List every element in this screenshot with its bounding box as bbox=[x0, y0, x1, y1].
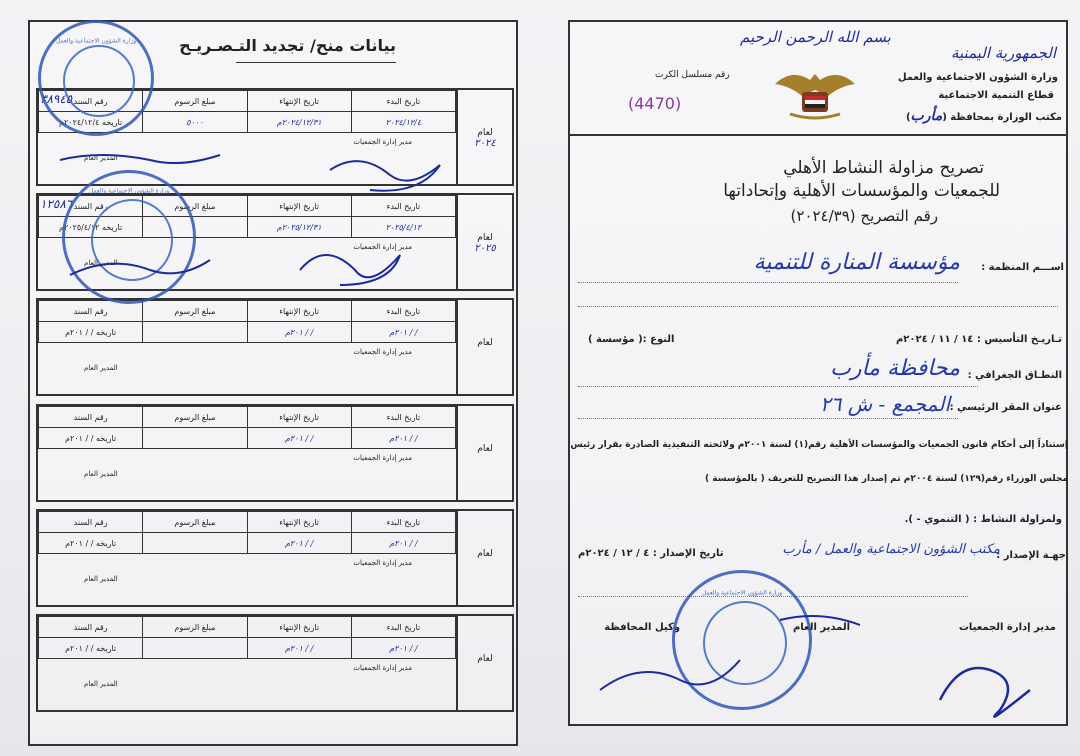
general-manager-label: المدير العام bbox=[84, 259, 118, 267]
end-header: تاريخ الإنتهاء bbox=[247, 196, 351, 217]
legal-basis-2: مجلس الوزراء رقم(١٢٩) لسنة ٢٠٠٤م تم إصدار هذا التصريح للتعريف ( بالمؤسسة ) bbox=[704, 474, 1068, 484]
bond-header: رقم السند bbox=[39, 301, 143, 322]
permit-title: تصريح مزاولة النشاط الأهلي bbox=[783, 158, 984, 178]
fees-value bbox=[143, 638, 247, 659]
year-label: لعام bbox=[477, 549, 493, 559]
sign-general-manager: المدير العام bbox=[792, 622, 850, 633]
year-cell bbox=[456, 616, 512, 710]
bond-date: تاريخه / / ٢٠١م bbox=[39, 428, 143, 449]
renewal-block bbox=[36, 298, 514, 396]
end-date: / / ٢٠١م bbox=[247, 638, 351, 659]
bond-date: تاريخه ٢٠٢٤/١٢/٤م bbox=[39, 112, 143, 133]
org-name-line-2 bbox=[578, 306, 1058, 307]
org-type: النوع :( مؤسسة ) bbox=[588, 334, 675, 345]
header-divider bbox=[570, 134, 1066, 136]
card-serial-label: رقم مسلسل الكرت bbox=[655, 70, 730, 80]
fees-header: مبلغ الرسوم bbox=[143, 407, 247, 428]
issue-date: تاريخ الإصدار : ٤ / ١٢ / ٢٠٢٤م bbox=[578, 548, 724, 559]
renewal-table bbox=[38, 616, 456, 659]
end-header: تاريخ الإنتهاء bbox=[247, 91, 351, 112]
start-date: / / ٢٠١م bbox=[351, 322, 455, 343]
fees-value bbox=[143, 533, 247, 554]
official-stamp-bottom: وزارة الشؤون الاجتماعية والعمل bbox=[672, 570, 812, 710]
scope-value: محافظة مأرب bbox=[830, 356, 960, 381]
year-value: ٢٠٢٤ bbox=[474, 138, 496, 149]
assoc-manager-label: مدير إدارة الجمعيات bbox=[353, 243, 412, 251]
org-name-value: مؤسسة المنارة للتنمية bbox=[753, 250, 960, 275]
end-date: / / ٢٠١م bbox=[247, 428, 351, 449]
assoc-manager-label: مدير إدارة الجمعيات bbox=[353, 138, 412, 146]
bond-header: رقم السند bbox=[39, 617, 143, 638]
year-value: ٢٠٢٥ bbox=[474, 243, 496, 254]
end-date: / / ٢٠١م bbox=[247, 322, 351, 343]
card-serial-number: (4470) bbox=[628, 94, 682, 113]
general-manager-label: المدير العام bbox=[84, 364, 118, 372]
end-header: تاريخ الإنتهاء bbox=[247, 301, 351, 322]
year-label: لعام bbox=[477, 338, 493, 348]
fees-header: مبلغ الرسوم bbox=[143, 617, 247, 638]
year-cell bbox=[456, 300, 512, 394]
bond-header: رقم السند bbox=[39, 91, 143, 112]
general-manager-label: المدير العام bbox=[84, 470, 118, 478]
end-header: تاريخ الإنتهاء bbox=[247, 512, 351, 533]
yemen-emblem-icon bbox=[770, 66, 860, 122]
legal-basis-1: إستناداً إلى أحكام قانون الجمعيات والمؤسسات الأهلية رقم(١) لسنة ٢٠٠١م ولائحته التنفيذية الصادرة بقرار رئيس bbox=[570, 440, 1068, 450]
official-stamp-middle: وزارة الشؤون الاجتماعية والعمل bbox=[62, 170, 196, 304]
sector-name: قطاع التنمية الاجتماعية bbox=[938, 90, 1054, 101]
ministry-name: وزارة الشؤون الاجتماعية والعمل bbox=[897, 72, 1058, 83]
general-manager-label: المدير العام bbox=[84, 680, 118, 688]
bond-number: ٣٨٩٤٥ bbox=[40, 92, 73, 106]
founding-date: تـاريـخ التأسيس : ١٤ / ١١ / ٢٠٢٤م bbox=[895, 334, 1062, 345]
renewal-table bbox=[38, 511, 456, 554]
scope-line bbox=[578, 386, 978, 387]
scope-label: النطـاق الجغرافي : bbox=[967, 370, 1062, 381]
renewal-table bbox=[38, 406, 456, 449]
bond-header: رقم السند bbox=[39, 407, 143, 428]
start-date: / / ٢٠١م bbox=[351, 533, 455, 554]
issuer-value: مكتب الشؤون الاجتماعية والعمل / مأرب bbox=[782, 542, 1000, 557]
official-stamp-top: وزارة الشؤون الاجتماعية والعمل bbox=[38, 20, 154, 136]
org-name-line bbox=[578, 282, 958, 283]
end-date: ٢٠٢٥/١٢/٣١م bbox=[247, 217, 351, 238]
start-date: ٢٠٢٥/٤/١٢ bbox=[351, 217, 455, 238]
fees-header: مبلغ الرسوم bbox=[143, 91, 247, 112]
fees-value bbox=[143, 428, 247, 449]
year-label: لعام bbox=[477, 654, 493, 664]
end-header: تاريخ الإنتهاء bbox=[247, 617, 351, 638]
renewal-block bbox=[36, 614, 514, 712]
bond-number: ١٢٥٨٦ bbox=[40, 197, 73, 211]
end-header: تاريخ الإنتهاء bbox=[247, 407, 351, 428]
assoc-manager-label: مدير إدارة الجمعيات bbox=[353, 454, 412, 462]
year-cell bbox=[456, 406, 512, 500]
year-cell bbox=[456, 511, 512, 605]
fees-header: مبلغ الرسوم bbox=[143, 512, 247, 533]
start-header: تاريخ البدء bbox=[351, 617, 455, 638]
fees-value bbox=[143, 322, 247, 343]
renewal-table bbox=[38, 300, 456, 343]
bond-date: تاريخه / / ٢٠١م bbox=[39, 638, 143, 659]
bond-date: تاريخه ٢٠٢٥/٤/١٢م bbox=[39, 217, 143, 238]
year-label: لعام bbox=[477, 128, 493, 138]
fees-header: مبلغ الرسوم bbox=[143, 196, 247, 217]
renewal-block bbox=[36, 509, 514, 607]
start-header: تاريخ البدء bbox=[351, 196, 455, 217]
org-name-label: اســـم المنظمة : bbox=[981, 262, 1064, 273]
year-cell bbox=[456, 195, 512, 289]
start-date: ٢٠٢٤/١٢/٤ bbox=[351, 112, 455, 133]
fees-value: ٥٠٠٠ bbox=[143, 112, 247, 133]
end-date: ٢٠٢٤/١٢/٣١م bbox=[247, 112, 351, 133]
general-manager-label: المدير العام bbox=[84, 575, 118, 583]
sign-assoc-manager: مدير إدارة الجمعيات bbox=[958, 622, 1056, 633]
sign-deputy-governor: وكيل المحافظة bbox=[604, 622, 680, 633]
address-label: عنوان المقر الرئيسي : bbox=[949, 402, 1062, 413]
issuer-label: جهـة الإصدار : bbox=[996, 550, 1066, 561]
renewal-title: بيانات منح/ تجديد التـصـريـح bbox=[179, 36, 396, 55]
activity-line: ولمزاولة النشاط : ( التنموي - ). bbox=[904, 514, 1062, 525]
address-value: المجمع - ش ٢٦ bbox=[819, 392, 950, 416]
title-underline bbox=[236, 62, 396, 63]
start-header: تاريخ البدء bbox=[351, 407, 455, 428]
general-manager-label: المدير العام bbox=[84, 154, 118, 162]
permit-subtitle: للجمعيات والمؤسسات الأهلية وإتحاداتها bbox=[723, 181, 1000, 201]
bond-date: تاريخه / / ٢٠١م bbox=[39, 322, 143, 343]
start-header: تاريخ البدء bbox=[351, 301, 455, 322]
year-label: لعام bbox=[477, 233, 493, 243]
assoc-manager-label: مدير إدارة الجمعيات bbox=[353, 348, 412, 356]
basmala: بسم الله الرحمن الرحيم bbox=[740, 28, 891, 46]
assoc-manager-label: مدير إدارة الجمعيات bbox=[353, 559, 412, 567]
fees-header: مبلغ الرسوم bbox=[143, 301, 247, 322]
year-cell bbox=[456, 90, 512, 184]
year-label: لعام bbox=[477, 444, 493, 454]
office-line: مكتب الوزارة بمحافظة (مأرب) bbox=[905, 108, 1062, 124]
bond-header: رقم السند bbox=[39, 196, 143, 217]
address-line bbox=[578, 418, 958, 419]
republic-name: الجمهورية اليمنية bbox=[950, 44, 1056, 62]
bond-date: تاريخه / / ٢٠١م bbox=[39, 533, 143, 554]
start-header: تاريخ البدء bbox=[351, 512, 455, 533]
start-date: / / ٢٠١م bbox=[351, 638, 455, 659]
start-header: تاريخ البدء bbox=[351, 91, 455, 112]
permit-number: رقم التصريح (٢٠٢٤/٣٩) bbox=[790, 207, 938, 225]
bond-header: رقم السند bbox=[39, 512, 143, 533]
start-date: / / ٢٠١م bbox=[351, 428, 455, 449]
renewal-block bbox=[36, 404, 514, 502]
end-date: / / ٢٠١م bbox=[247, 533, 351, 554]
assoc-manager-label: مدير إدارة الجمعيات bbox=[353, 664, 412, 672]
